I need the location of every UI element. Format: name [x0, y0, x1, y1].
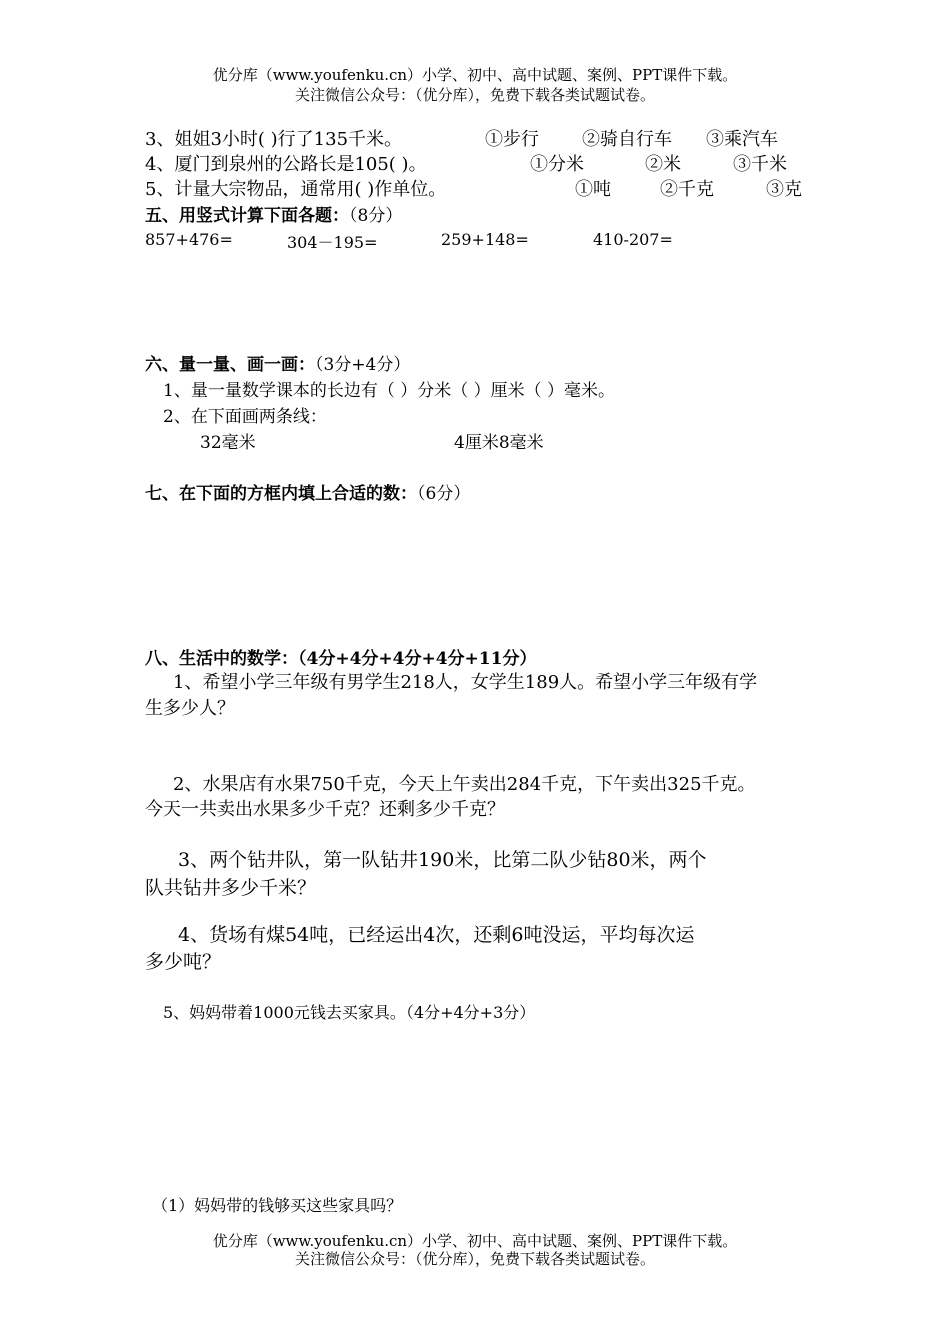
word-problem-1-line-2: 生多少人？ [145, 698, 235, 719]
header-line-1: 优分库（www.youfenku.cn）小学、初中、高中试题、案例、PPT课件下载。 [212, 66, 738, 84]
arithmetic-problem-4: 410-207= [593, 230, 673, 249]
section-7-heading [145, 479, 470, 504]
word-problem-2-line-2: 今天一共卖出水果多少千克？还剩多少千克？ [145, 799, 505, 820]
arithmetic-problem-2: 304－195= [287, 233, 378, 252]
question-stem: 4、厦门到泉州的公路长是105( )。 [145, 154, 427, 175]
option-2: ②骑自行车 [582, 129, 672, 150]
header-line-2: 关注微信公众号：（优分库），免费下载各类试题试卷。 [294, 86, 655, 104]
section-title: 六、量一量、画一画： [145, 355, 315, 375]
word-problem-2-line-1: 2、水果店有水果750千克，今天上午卖出284千克，下午卖出325千克。 [173, 774, 756, 795]
question-stem: 5、计量大宗物品，通常用( )作单位。 [145, 179, 447, 200]
measure-question: 1、量一量数学课本的长边有（ ）分米（ ）厘米（ ）毫米。 [163, 381, 616, 401]
section-score: （3分+4分） [315, 355, 411, 375]
word-problem-3-line-1: 3、两个钻井队，第一队钻井190米，比第二队少钻80米，两个 [178, 849, 707, 871]
draw-line-a-label: 32毫米 [200, 433, 256, 453]
section-score: （8分） [349, 206, 403, 226]
option-3: ③千米 [733, 154, 787, 175]
option-1: ①步行 [485, 129, 539, 150]
option-3: ③乘汽车 [706, 129, 778, 150]
footer-line-1: 优分库（www.youfenku.cn）小学、初中、高中试题、案例、PPT课件下载。 [212, 1232, 738, 1250]
word-problem-4-line-1: 4、货场有煤54吨，已经运出4次，还剩6吨没运，平均每次运 [178, 924, 695, 946]
word-problem-1-line-1: 1、希望小学三年级有男学生218人，女学生189人。希望小学三年级有学 [173, 672, 758, 693]
section-title: 七、在下面的方框内填上合适的数： [145, 484, 417, 504]
arithmetic-problem-3: 259+148= [441, 230, 529, 249]
question-stem: 3、姐姐3小时( )行了135千米。 [145, 129, 403, 150]
draw-question: 2、在下面画两条线： [163, 407, 327, 427]
option-1: ①分米 [530, 154, 584, 175]
section-score: （6分） [417, 484, 471, 504]
section-6-heading [145, 350, 410, 375]
draw-line-b-label: 4厘米8毫米 [454, 433, 544, 453]
word-problem-3-line-2: 队共钻井多少千米？ [145, 877, 317, 899]
section-8-heading: 八、生活中的数学：（4分+4分+4分+4分+11分） [145, 649, 537, 669]
section-5-heading [145, 201, 402, 226]
word-problem-5: 5、妈妈带着1000元钱去买家具。（4分+4分+3分） [163, 1003, 536, 1022]
option-2: ②米 [645, 154, 681, 175]
option-2: ②千克 [660, 179, 714, 200]
word-problem-4-line-2: 多少吨？ [145, 951, 222, 973]
option-3: ③克 [766, 179, 802, 200]
option-1: ①吨 [575, 179, 611, 200]
footer-line-2: 关注微信公众号：（优分库），免费下载各类试题试卷。 [294, 1250, 655, 1268]
section-title: 五、用竖式计算下面各题： [145, 206, 349, 226]
word-problem-5-sub-1: （1）妈妈带的钱够买这些家具吗？ [152, 1196, 403, 1215]
arithmetic-problem-1: 857+476= [145, 230, 233, 249]
